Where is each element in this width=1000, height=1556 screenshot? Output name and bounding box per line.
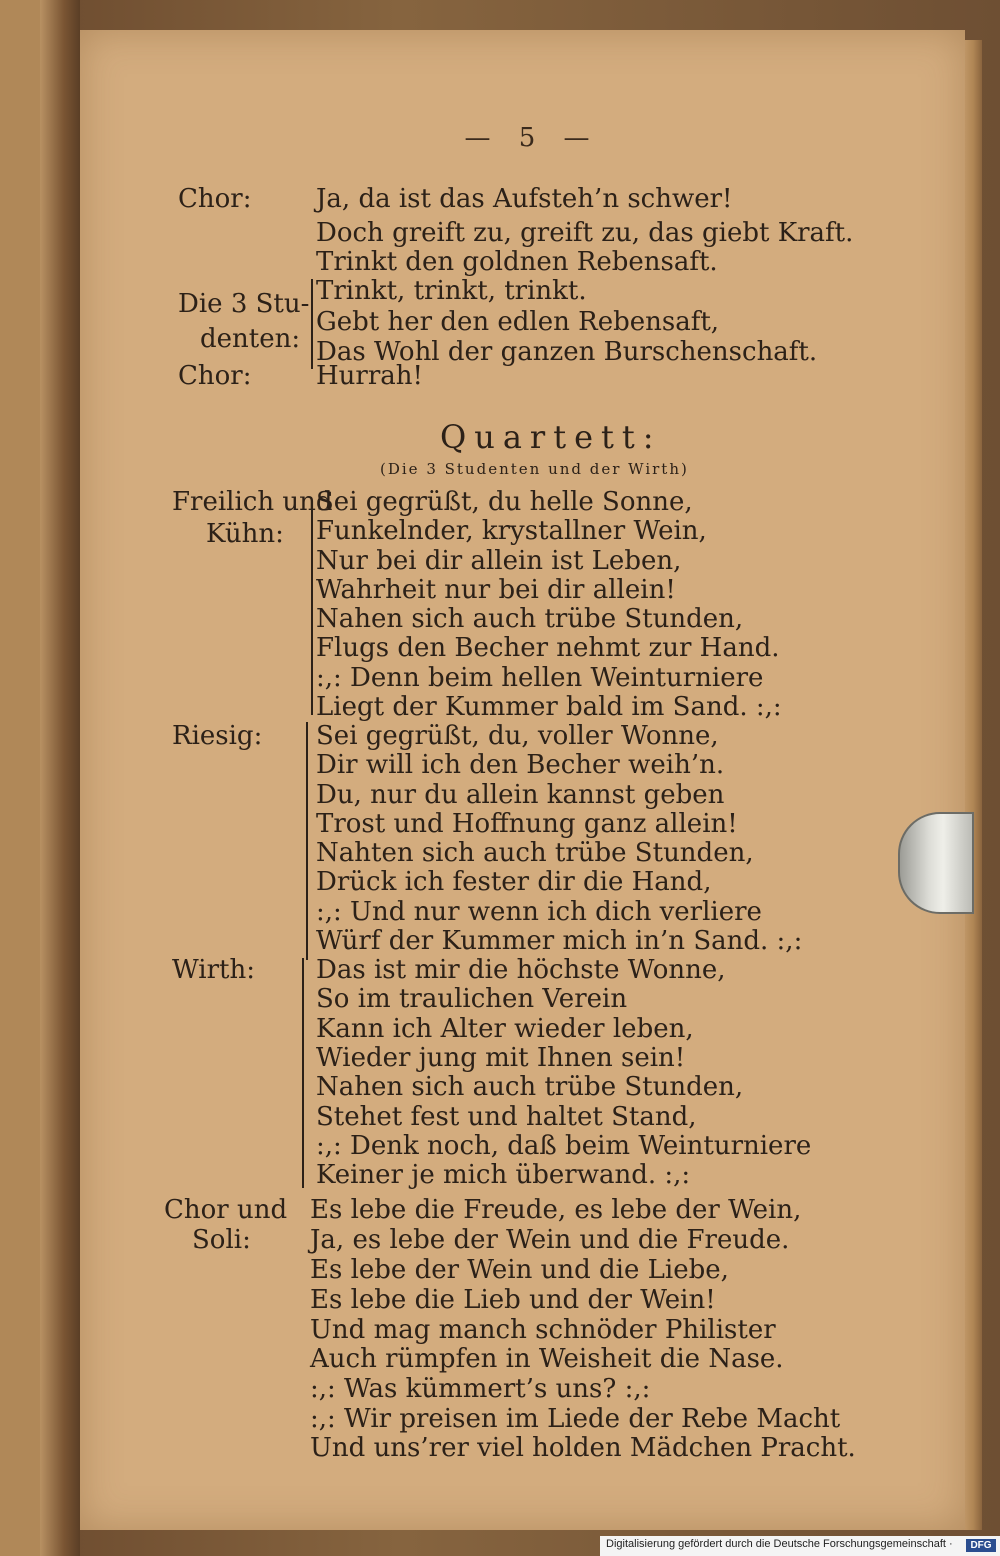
verse-line: Dir will ich den Becher weih’n. (316, 750, 725, 780)
speaker-chor-soli: Chor und (164, 1195, 288, 1225)
verse-line: :,: Was kümmert’s uns? :,: (310, 1374, 651, 1404)
brace (302, 958, 304, 1188)
speaker-riesig: Riesig: (172, 721, 263, 751)
brace (311, 279, 313, 369)
verse-line: Hurrah! (316, 361, 423, 391)
verse-line: Stehet fest und haltet Stand, (316, 1102, 697, 1132)
verse-line: Liegt der Kummer bald im Sand. :,: (316, 692, 782, 722)
verse-line: Ja, es lebe der Wein und die Freude. (310, 1225, 790, 1255)
verse-line: Funkelnder, krystallner Wein, (316, 516, 707, 546)
page-clip (898, 812, 974, 914)
verse-line: Sei gegrüßt, du, voller Wonne, (316, 721, 719, 751)
speaker-chor: Chor: (178, 361, 252, 391)
verse-line: Doch greift zu, greift zu, das giebt Kraft. (316, 218, 854, 248)
speaker-chor-soli: Soli: (192, 1225, 251, 1255)
verse-line: Das Wohl der ganzen Burschenschaft. (316, 337, 818, 367)
verse-line: Und mag manch schnöder Philister (310, 1315, 776, 1345)
dfg-logo: DFG (966, 1539, 996, 1552)
footer-credit: Digitalisierung gefördert durch die Deutsche Forschungsgemeinschaft · (606, 1538, 953, 1550)
verse-line: Es lebe die Freude, es lebe der Wein, (310, 1195, 802, 1225)
section-title: Quartett: (440, 418, 662, 456)
verse-line: Sei gegrüßt, du helle Sonne, (316, 487, 693, 517)
verse-line: Trinkt den goldnen Rebensaft. (316, 247, 718, 277)
verse-line: :,: Denn beim hellen Weinturniere (316, 663, 764, 693)
book-gutter (40, 0, 80, 1556)
verse-line: So im traulichen Verein (316, 984, 628, 1014)
verse-line: Es lebe der Wein und die Liebe, (310, 1255, 729, 1285)
speaker-studenten: Die 3 Stu- (178, 289, 310, 319)
verse-line: Auch rümpfen in Weisheit die Nase. (310, 1344, 784, 1374)
speaker-freilich-kuehn: Freilich und (172, 487, 333, 517)
verse-line: Kann ich Alter wieder leben, (316, 1014, 694, 1044)
speaker-wirth: Wirth: (172, 955, 255, 985)
verse-line: Wahrheit nur bei dir allein! (316, 575, 676, 605)
verse-line: Trinkt, trinkt, trinkt. (316, 276, 587, 306)
verse-line: Drück ich fester dir die Hand, (316, 867, 712, 897)
verse-line: Keiner je mich überwand. :,: (316, 1160, 691, 1190)
section-subtitle: (Die 3 Studenten und der Wirth) (380, 460, 689, 478)
page-number: — 5 — (464, 123, 600, 153)
verse-line: Du, nur du allein kannst geben (316, 780, 725, 810)
verse-line: :,: Wir preisen im Liede der Rebe Macht (310, 1404, 841, 1434)
verse-line: Nahen sich auch trübe Stunden, (316, 1072, 744, 1102)
verse-line: Das ist mir die höchste Wonne, (316, 955, 726, 985)
verse-line: Wieder jung mit Ihnen sein! (316, 1043, 686, 1073)
verse-line: Flugs den Becher nehmt zur Hand. (316, 633, 780, 663)
verse-line: Und uns’rer viel holden Mädchen Pracht. (310, 1433, 856, 1463)
speaker-freilich-kuehn: Kühn: (206, 519, 284, 549)
verse-line: :,: Und nur wenn ich dich verliere (316, 897, 762, 927)
brace (306, 722, 308, 960)
brace (311, 505, 313, 715)
verse-line: Es lebe die Lieb und der Wein! (310, 1285, 716, 1315)
verse-line: Gebt her den edlen Rebensaft, (316, 307, 720, 337)
verse-line: Nahen sich auch trübe Stunden, (316, 604, 744, 634)
verse-line: Trost und Hoffnung ganz allein! (316, 809, 738, 839)
verse-line: Nur bei dir allein ist Leben, (316, 546, 682, 576)
verse-line: :,: Denk noch, daß beim Weinturniere (316, 1131, 812, 1161)
speaker-studenten: denten: (200, 324, 301, 354)
verse-line: Würf der Kummer mich in’n Sand. :,: (316, 926, 803, 956)
verse-line: Nahten sich auch trübe Stunden, (316, 838, 754, 868)
speaker-chor: Chor: (178, 184, 252, 214)
verse-line: Ja, da ist das Aufsteh’n schwer! (316, 184, 733, 214)
